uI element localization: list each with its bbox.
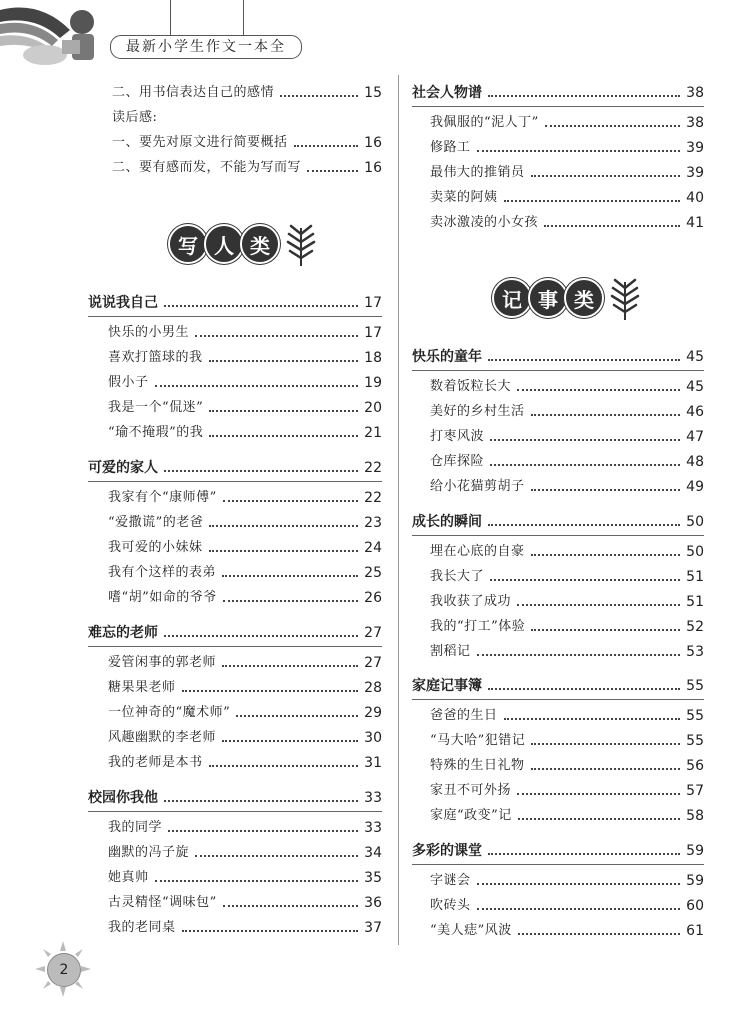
- toc-item: [108, 890, 382, 916]
- toc-section: [88, 620, 382, 646]
- toc-item: [430, 639, 704, 665]
- toc-item: [108, 915, 382, 941]
- leader-dots: [488, 523, 680, 526]
- leader-dots: [209, 359, 358, 362]
- leader-dots: [517, 792, 680, 795]
- toc-item: [112, 80, 382, 106]
- entry-page: 17: [364, 325, 382, 341]
- section-rule: [88, 316, 382, 317]
- entry-title: 难忘的老师: [88, 625, 158, 641]
- toc-item: [112, 155, 382, 181]
- entry-title: 多彩的课堂: [412, 843, 482, 859]
- toc-section: [412, 344, 704, 370]
- entry-page: 41: [686, 215, 704, 231]
- leader-dots: [488, 358, 680, 361]
- entry-page: 16: [364, 160, 382, 176]
- leader-dots: [490, 438, 680, 441]
- entry-page: 19: [364, 375, 382, 391]
- entry-title: 一、要先对原文进行简要概括: [112, 135, 288, 150]
- toc-item: [108, 535, 382, 561]
- toc-item: [430, 778, 704, 804]
- entry-page: 47: [686, 429, 704, 445]
- entry-title: 快乐的童年: [412, 349, 482, 365]
- leader-dots: [490, 463, 680, 466]
- toc-item: [430, 703, 704, 729]
- entry-page: 55: [686, 733, 704, 749]
- toc-section: [88, 290, 382, 316]
- leader-dots: [531, 413, 680, 416]
- section-rule: [88, 481, 382, 482]
- entry-title: 成长的瞬间: [412, 514, 482, 530]
- column-divider: [398, 75, 399, 945]
- entry-page: 45: [686, 379, 704, 395]
- entry-title: 我的“打工”体验: [430, 619, 526, 634]
- entry-title: 风趣幽默的李老师: [108, 730, 217, 745]
- toc-item: [430, 868, 704, 894]
- entry-page: 51: [686, 594, 704, 610]
- leader-dots: [504, 199, 680, 202]
- leaf-icon: [284, 222, 318, 266]
- entry-page: 57: [686, 783, 704, 799]
- leader-dots: [517, 388, 680, 391]
- toc-item: [430, 589, 704, 615]
- entry-title: 我可爱的小妹妹: [108, 540, 203, 555]
- toc-item: [108, 700, 382, 726]
- entry-page: 22: [364, 490, 382, 506]
- entry-title: 数着饭粒长大: [430, 379, 512, 394]
- entry-title: 二、用书信表达自己的感情: [112, 85, 275, 100]
- entry-page: 17: [364, 295, 382, 311]
- leader-dots: [222, 664, 358, 667]
- entry-page: 37: [364, 920, 382, 936]
- entry-title: 快乐的小男生: [108, 325, 190, 340]
- section-rule: [412, 535, 704, 536]
- entry-page: 18: [364, 350, 382, 366]
- toc-item: [108, 865, 382, 891]
- entry-title: “瑜不掩瑕”的我: [108, 425, 204, 440]
- entry-page: 31: [364, 755, 382, 771]
- entry-page: 55: [686, 708, 704, 724]
- entry-title: 喜欢打篮球的我: [108, 350, 203, 365]
- rainbow-decoration: [0, 0, 110, 75]
- entry-title: 二、要有感而发，不能为写而写: [112, 160, 302, 175]
- leader-dots: [531, 174, 680, 177]
- entry-page: 21: [364, 425, 382, 441]
- entry-title: 古灵精怪“调味包”: [108, 895, 217, 910]
- entry-page: 59: [686, 843, 704, 859]
- entry-title: 特殊的生日礼物: [430, 758, 525, 773]
- entry-title: 家庭“政变”记: [430, 808, 512, 823]
- toc-section: [88, 455, 382, 481]
- entry-page: 60: [686, 898, 704, 914]
- leader-dots: [182, 689, 358, 692]
- toc-section: [412, 673, 704, 699]
- leaf-icon: [608, 276, 642, 320]
- entry-page: 46: [686, 404, 704, 420]
- toc-item: [430, 918, 704, 944]
- leader-dots: [477, 882, 680, 885]
- entry-page: 38: [686, 115, 704, 131]
- entry-page: 55: [686, 678, 704, 694]
- entry-title: “马大哈”犯错记: [430, 733, 526, 748]
- toc-section: [412, 838, 704, 864]
- entry-title: 糖果果老师: [108, 680, 176, 695]
- leader-dots: [477, 907, 680, 910]
- toc-item: [430, 753, 704, 779]
- entry-page: 24: [364, 540, 382, 556]
- toc-item: [430, 474, 704, 500]
- leader-dots: [164, 304, 358, 307]
- leader-dots: [209, 434, 358, 437]
- leader-dots: [209, 524, 358, 527]
- category-char: 类: [240, 224, 280, 264]
- entry-page: 15: [364, 85, 382, 101]
- toc-item: [108, 840, 382, 866]
- leader-dots: [209, 764, 358, 767]
- toc-section: [412, 80, 704, 106]
- entry-page: 61: [686, 923, 704, 939]
- entry-page: 16: [364, 135, 382, 151]
- entry-title: 打枣风波: [430, 429, 485, 444]
- toc-item: [108, 725, 382, 751]
- toc-item: [430, 564, 704, 590]
- entry-title: 卖冰激凌的小女孩: [430, 215, 539, 230]
- entry-title: 假小子: [108, 375, 149, 390]
- leader-dots: [223, 599, 358, 602]
- toc-item: [112, 130, 382, 156]
- toc-item: [430, 424, 704, 450]
- toc-item: [430, 160, 704, 186]
- entry-title: 说说我自己: [88, 295, 158, 311]
- entry-title: 她真帅: [108, 870, 149, 885]
- toc-item: [430, 210, 704, 236]
- entry-page: 59: [686, 873, 704, 889]
- toc-item: [108, 370, 382, 396]
- category-title: [168, 222, 318, 266]
- toc-item: [108, 395, 382, 421]
- leader-dots: [182, 929, 358, 932]
- toc-item: [430, 893, 704, 919]
- leader-dots: [223, 499, 358, 502]
- leader-dots: [307, 169, 358, 172]
- entry-page: 50: [686, 544, 704, 560]
- entry-page: 30: [364, 730, 382, 746]
- entry-page: 45: [686, 349, 704, 365]
- entry-page: 29: [364, 705, 382, 721]
- book-title: 最新小学生作文一本全: [110, 35, 302, 59]
- toc-item: [108, 420, 382, 446]
- toc-item: [108, 560, 382, 586]
- entry-title: 我佩服的“泥人丁”: [430, 115, 539, 130]
- toc-item: [430, 110, 704, 136]
- entry-page: 53: [686, 644, 704, 660]
- toc-item: [108, 675, 382, 701]
- entry-title: 吹砖头: [430, 898, 471, 913]
- toc-item: [108, 750, 382, 776]
- section-rule: [412, 864, 704, 865]
- entry-page: 38: [686, 85, 704, 101]
- entry-title: 我收获了成功: [430, 594, 512, 609]
- toc-item: [108, 345, 382, 371]
- leader-dots: [488, 94, 680, 97]
- toc-item: [430, 614, 704, 640]
- section-rule: [412, 106, 704, 107]
- toc-item: [108, 650, 382, 676]
- entry-page: 52: [686, 619, 704, 635]
- entry-page: 48: [686, 454, 704, 470]
- leader-dots: [280, 94, 358, 97]
- section-rule: [88, 811, 382, 812]
- leader-dots: [518, 817, 680, 820]
- entry-page: 27: [364, 625, 382, 641]
- toc-item: [430, 728, 704, 754]
- leader-dots: [531, 628, 680, 631]
- entry-page: 50: [686, 514, 704, 530]
- leader-dots: [531, 767, 680, 770]
- entry-page: 33: [364, 790, 382, 806]
- leader-dots: [488, 687, 680, 690]
- section-rule: [88, 646, 382, 647]
- toc-item: [430, 539, 704, 565]
- leader-dots: [490, 578, 680, 581]
- entry-page: 33: [364, 820, 382, 836]
- category-char: 记: [492, 278, 532, 318]
- entry-title: 我长大了: [430, 569, 485, 584]
- leader-dots: [545, 124, 680, 127]
- entry-title: 割稻记: [430, 644, 471, 659]
- leader-dots: [531, 742, 680, 745]
- entry-title: 美好的乡村生活: [430, 404, 525, 419]
- entry-page: 26: [364, 590, 382, 606]
- entry-page: 51: [686, 569, 704, 585]
- entry-title: 校园你我他: [88, 790, 158, 806]
- leader-dots: [195, 334, 358, 337]
- entry-title: 我的同学: [108, 820, 163, 835]
- toc-item: [108, 485, 382, 511]
- leader-dots: [209, 549, 358, 552]
- toc-item: [430, 185, 704, 211]
- leader-dots: [155, 384, 358, 387]
- leader-dots: [222, 574, 358, 577]
- page-header: [0, 0, 730, 70]
- entry-page: 20: [364, 400, 382, 416]
- entry-title: 仓库探险: [430, 454, 485, 469]
- leader-dots: [164, 799, 358, 802]
- entry-page: 34: [364, 845, 382, 861]
- entry-page: 56: [686, 758, 704, 774]
- leader-dots: [531, 488, 680, 491]
- entry-title: 幽默的冯子旋: [108, 845, 190, 860]
- leader-dots: [155, 879, 358, 882]
- toc-item: [108, 585, 382, 611]
- entry-page: 40: [686, 190, 704, 206]
- toc-item: [108, 320, 382, 346]
- page-number: 2: [47, 953, 81, 987]
- entry-title: 读后感:: [112, 110, 158, 125]
- leader-dots: [294, 144, 358, 147]
- leader-dots: [477, 149, 680, 152]
- entry-page: 28: [364, 680, 382, 696]
- toc-item: [108, 510, 382, 536]
- leader-dots: [168, 829, 358, 832]
- entry-title: 我是一个“侃迷”: [108, 400, 204, 415]
- toc-item: [430, 449, 704, 475]
- toc-item: [430, 135, 704, 161]
- toc-item: [430, 374, 704, 400]
- entry-page: 36: [364, 895, 382, 911]
- leader-dots: [518, 932, 680, 935]
- entry-title: 字谜会: [430, 873, 471, 888]
- entry-title: 我家有个“康师傅”: [108, 490, 217, 505]
- entry-title: 修路工: [430, 140, 471, 155]
- entry-title: “美人痣”风波: [430, 923, 512, 938]
- entry-title: 家丑不可外扬: [430, 783, 512, 798]
- entry-title: 我的老同桌: [108, 920, 176, 935]
- entry-title: 埋在心底的自豪: [430, 544, 525, 559]
- leader-dots: [195, 854, 358, 857]
- leader-dots: [517, 603, 680, 606]
- category-char: 人: [204, 224, 244, 264]
- entry-page: 27: [364, 655, 382, 671]
- toc-item: [108, 815, 382, 841]
- entry-title: 社会人物谱: [412, 85, 482, 101]
- leader-dots: [544, 224, 680, 227]
- entry-title: 我的老师是本书: [108, 755, 203, 770]
- section-rule: [412, 699, 704, 700]
- entry-page: 35: [364, 870, 382, 886]
- entry-page: 39: [686, 140, 704, 156]
- entry-title: 我有个这样的表弟: [108, 565, 217, 580]
- entry-title: 爸爸的生日: [430, 708, 498, 723]
- entry-title: 最伟大的推销员: [430, 165, 525, 180]
- leader-dots: [164, 469, 358, 472]
- toc-item: [430, 803, 704, 829]
- toc-section: [88, 785, 382, 811]
- child-reading-icon: [70, 10, 94, 34]
- entry-page: 25: [364, 565, 382, 581]
- leader-dots: [164, 634, 358, 637]
- entry-title: 给小花猫剪胡子: [430, 479, 525, 494]
- section-rule: [412, 370, 704, 371]
- leader-dots: [488, 852, 680, 855]
- leader-dots: [236, 714, 358, 717]
- entry-title: 爱管闲事的郭老师: [108, 655, 217, 670]
- toc-heading: [112, 105, 382, 131]
- leader-dots: [209, 409, 358, 412]
- leader-dots: [223, 904, 358, 907]
- entry-page: 49: [686, 479, 704, 495]
- entry-page: 23: [364, 515, 382, 531]
- leader-dots: [477, 653, 680, 656]
- category-char: 类: [564, 278, 604, 318]
- category-title: [492, 276, 642, 320]
- entry-page: 39: [686, 165, 704, 181]
- entry-title: 一位神奇的“魔术师”: [108, 705, 231, 720]
- entry-title: “爱撒谎”的老爸: [108, 515, 204, 530]
- category-char: 写: [168, 224, 208, 264]
- entry-title: 可爱的家人: [88, 460, 158, 476]
- toc-section: [412, 509, 704, 535]
- leader-dots: [531, 553, 680, 556]
- entry-page: 22: [364, 460, 382, 476]
- leader-dots: [504, 717, 680, 720]
- entry-page: 58: [686, 808, 704, 824]
- entry-title: 卖菜的阿姨: [430, 190, 498, 205]
- leader-dots: [222, 739, 358, 742]
- entry-title: 嗜“胡”如命的爷爷: [108, 590, 217, 605]
- category-char: 事: [528, 278, 568, 318]
- entry-title: 家庭记事簿: [412, 678, 482, 694]
- toc-item: [430, 399, 704, 425]
